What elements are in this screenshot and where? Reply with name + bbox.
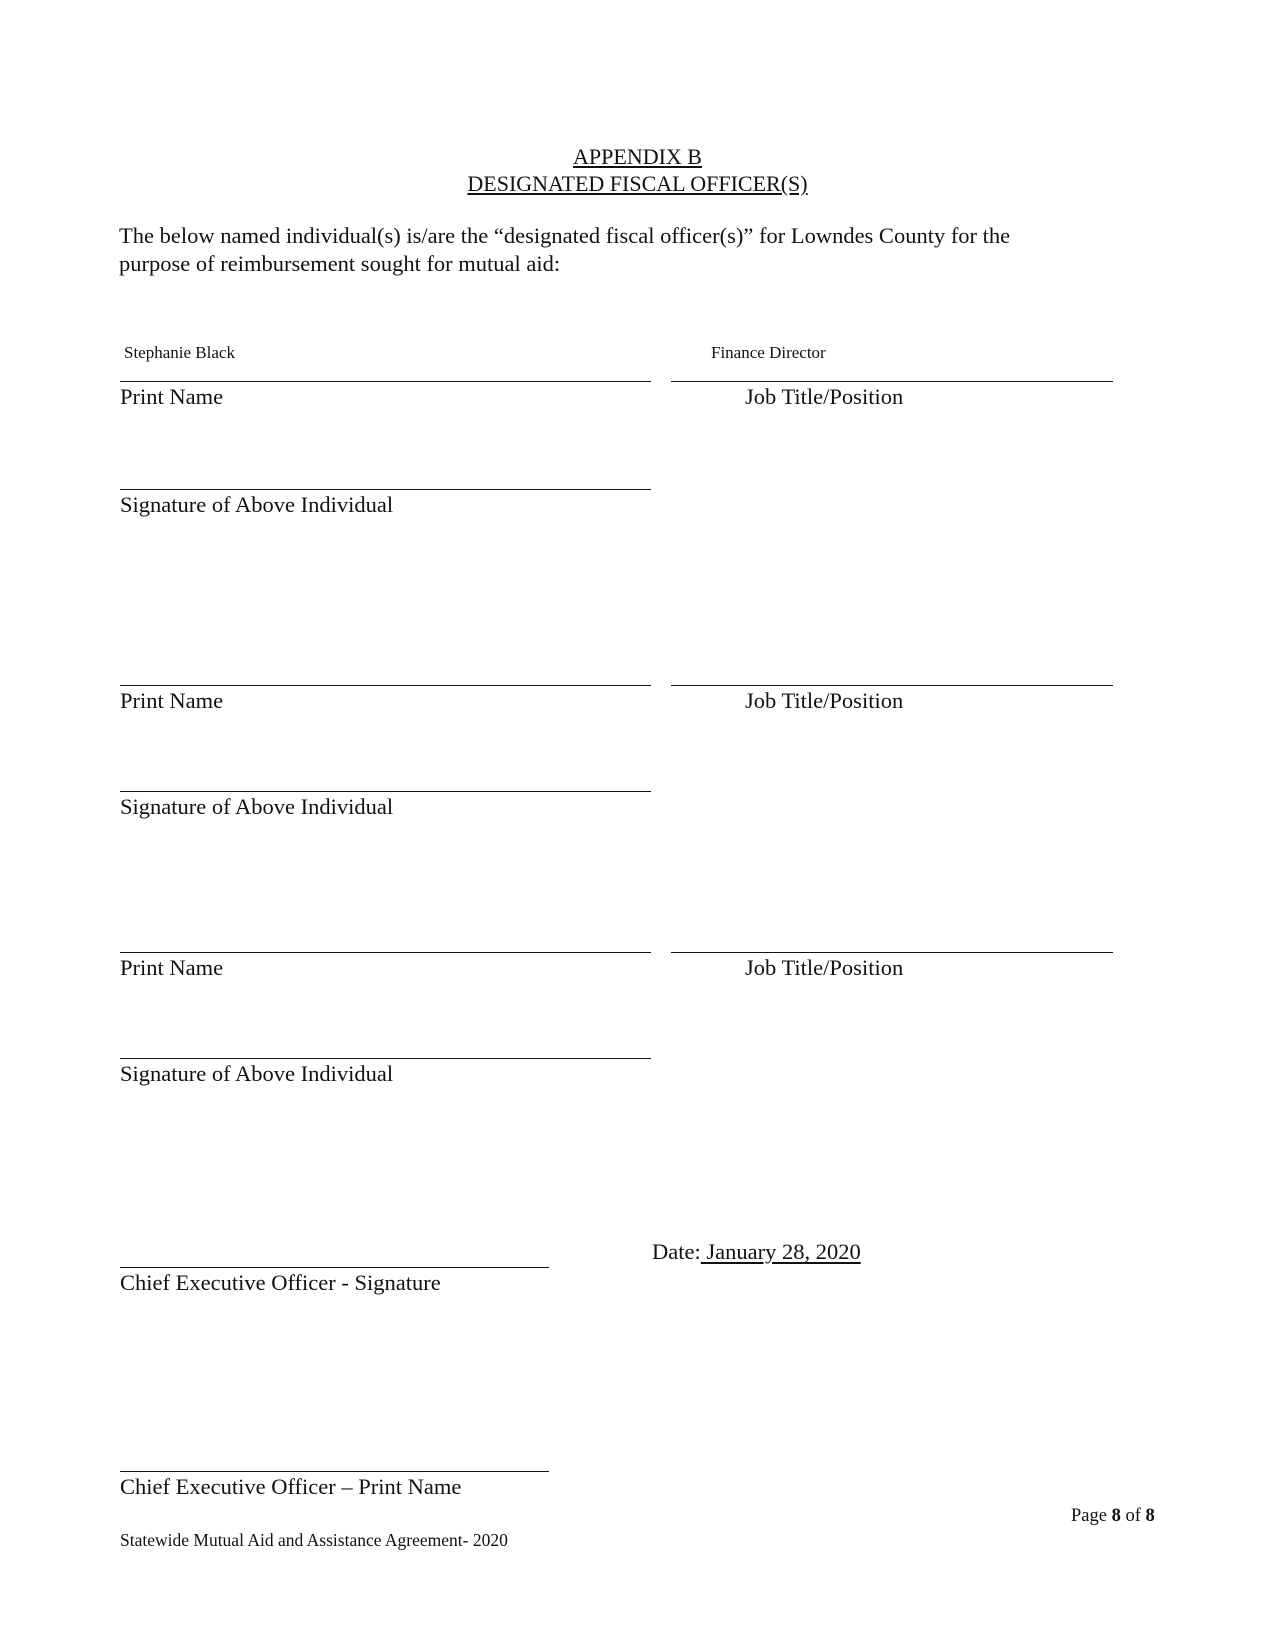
job-title-line[interactable] bbox=[671, 952, 1113, 953]
signature-label: Signature of Above Individual bbox=[120, 1061, 394, 1086]
job-title-value[interactable]: Finance Director bbox=[711, 343, 826, 362]
job-title-label: Job Title/Position bbox=[745, 688, 904, 713]
page-of: of bbox=[1120, 1506, 1146, 1526]
page-current: 8 bbox=[1111, 1506, 1121, 1526]
print-name-line[interactable] bbox=[120, 685, 651, 686]
footer-agreement-title: Statewide Mutual Aid and Assistance Agreement- 2020 bbox=[120, 1530, 508, 1550]
date-label: Date: bbox=[652, 1239, 701, 1264]
intro-line-2: purpose of reimbursement sought for mutual aid: bbox=[119, 251, 561, 276]
ceo-print-name-line[interactable] bbox=[120, 1471, 549, 1472]
print-name-line bbox=[120, 381, 651, 382]
job-title-line bbox=[671, 381, 1113, 382]
page-number bbox=[1071, 1505, 1155, 1527]
signature-line[interactable] bbox=[120, 489, 651, 490]
ceo-signature-line[interactable] bbox=[120, 1267, 549, 1268]
job-title-line[interactable] bbox=[671, 685, 1113, 686]
signature-line[interactable] bbox=[120, 1058, 651, 1059]
print-name-value[interactable]: Stephanie Black bbox=[124, 343, 235, 362]
page-prefix: Page bbox=[1071, 1506, 1112, 1526]
print-name-label: Print Name bbox=[120, 384, 224, 409]
page-total: 8 bbox=[1145, 1506, 1155, 1526]
print-name-label: Print Name bbox=[120, 955, 224, 980]
print-name-line[interactable] bbox=[120, 952, 651, 953]
signature-label: Signature of Above Individual bbox=[120, 794, 394, 819]
signature-line[interactable] bbox=[120, 791, 651, 792]
job-title-label: Job Title/Position bbox=[745, 384, 904, 409]
ceo-print-name-label: Chief Executive Officer – Print Name bbox=[120, 1474, 462, 1499]
print-name-label: Print Name bbox=[120, 688, 224, 713]
section-title: DESIGNATED FISCAL OFFICER(S) bbox=[467, 171, 808, 196]
date-field[interactable] bbox=[652, 1239, 861, 1265]
job-title-label: Job Title/Position bbox=[745, 955, 904, 980]
ceo-signature-label: Chief Executive Officer - Signature bbox=[120, 1270, 441, 1295]
appendix-title: APPENDIX B bbox=[573, 144, 702, 169]
date-value[interactable]: January 28, 2020 bbox=[700, 1239, 861, 1264]
signature-label: Signature of Above Individual bbox=[120, 492, 394, 517]
intro-line-1: The below named individual(s) is/are the “designated fiscal officer(s)” for Lowndes County for the bbox=[119, 223, 1011, 248]
